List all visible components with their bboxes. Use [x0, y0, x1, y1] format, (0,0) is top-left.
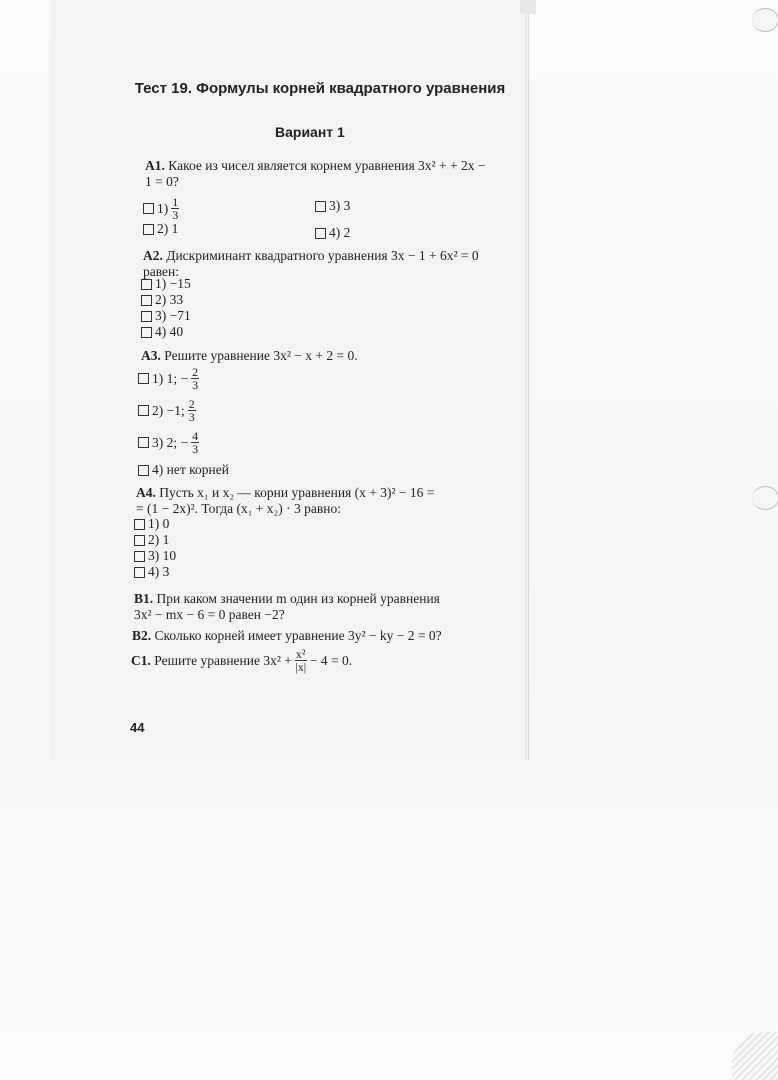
answer-option[interactable]: 2) 1 [134, 532, 169, 548]
option-number: 1) [157, 200, 169, 216]
answer-option[interactable] [143, 221, 178, 237]
checkbox[interactable] [138, 465, 149, 476]
answer-option[interactable]: 4) 3 [134, 564, 169, 580]
checkbox[interactable] [134, 535, 145, 546]
checkbox[interactable] [315, 228, 326, 239]
question-text: Решите уравнение 3x² − x + 2 = 0. [164, 348, 358, 363]
question-c1 [131, 648, 491, 673]
punch-hole-icon [752, 8, 778, 32]
variant-label: Вариант 1 [275, 124, 345, 140]
question-label: А1. [145, 158, 165, 173]
fraction: $\frac{\text{x²}}{|x|}$ [295, 647, 307, 674]
test-title: Тест 19. Формулы корней квадратного уравнения [134, 80, 506, 97]
checkbox[interactable] [141, 327, 152, 338]
checkbox[interactable] [143, 203, 154, 214]
option-text: 2 [343, 225, 351, 240]
punch-hole-icon [752, 486, 778, 510]
answer-option[interactable]: 2) −1; $\frac{2}{3}$ [138, 398, 196, 423]
page-number: 44 [130, 720, 145, 735]
answer-option[interactable] [143, 196, 179, 221]
question-text: Какое из чисел является корнем уравнения 3x² + + 2x − 1 = 0? [145, 158, 486, 189]
answer-option[interactable]: 4) нет корней [138, 462, 229, 478]
question-text: Решите уравнение 3x² + [154, 652, 292, 668]
answer-option[interactable]: 1) −15 [141, 276, 191, 292]
checkbox[interactable] [138, 373, 149, 384]
checkbox[interactable] [141, 279, 152, 290]
option-number: 2) [157, 221, 169, 236]
question-a1 [145, 158, 495, 190]
question-label: В2. [132, 628, 152, 643]
question-b1 [134, 591, 489, 623]
checkbox[interactable] [138, 405, 149, 416]
question-label: А2. [143, 248, 163, 263]
fraction: $\frac{2}{3}$ [188, 397, 195, 424]
answer-option[interactable]: 1) 0 [134, 516, 169, 532]
option-text: 3 [343, 198, 351, 213]
question-text: 3x² − mx − 6 = 0 равен −2? [134, 607, 285, 622]
page-edge [525, 0, 528, 760]
question-a4 [136, 485, 491, 517]
checkbox[interactable] [134, 519, 145, 530]
question-b2 [132, 628, 492, 644]
answer-option[interactable] [315, 225, 350, 241]
question-label: В1. [134, 591, 154, 606]
question-text: Пусть x₁ и x₂ — корни уравнения (x + 3)² − 16 = [159, 485, 435, 500]
answer-option[interactable]: 4) 40 [141, 324, 183, 340]
page-corner [520, 0, 536, 14]
question-a3 [141, 348, 491, 364]
answer-option[interactable]: 2) 33 [141, 292, 183, 308]
answer-option[interactable]: 3) 2; − $\frac{4}{3}$ [138, 430, 199, 455]
checkbox[interactable] [143, 224, 154, 235]
answer-option[interactable]: 1) 1; − $\frac{2}{3}$ [138, 366, 199, 391]
fraction: $\frac{2}{3}$ [192, 365, 199, 392]
question-a2 [143, 248, 493, 280]
checkbox[interactable] [134, 567, 145, 578]
checkbox[interactable] [134, 551, 145, 562]
fraction: $\frac{4}{3}$ [192, 429, 199, 456]
question-label: С1. [131, 652, 151, 668]
question-label: А3. [141, 348, 161, 363]
checkbox[interactable] [138, 437, 149, 448]
option-number: 4) [329, 225, 341, 240]
question-text: Дискриминант квадратного уравнения 3x − 1 + 6x² = 0 равен: [143, 248, 479, 279]
question-text: При каком значении m один из корней уравнения [156, 591, 440, 606]
fraction: $\frac{1}{3}$ [172, 195, 179, 222]
option-text: 1 [171, 221, 179, 236]
answer-option[interactable]: 3) 10 [134, 548, 176, 564]
question-text: − 4 = 0. [309, 652, 353, 668]
question-label: А4. [136, 485, 156, 500]
book-page [50, 0, 528, 760]
question-text: Сколько корней имеет уравнение 3y² − ky − 2 = 0? [154, 628, 442, 643]
option-number: 3) [329, 198, 341, 213]
question-text: = (1 − 2x)². Тогда (x₁ + x₂) · 3 равно: [136, 501, 341, 516]
checkbox[interactable] [141, 311, 152, 322]
checkbox[interactable] [141, 295, 152, 306]
answer-option[interactable] [315, 198, 350, 214]
answer-option[interactable]: 3) −71 [141, 308, 191, 324]
checkbox[interactable] [315, 201, 326, 212]
